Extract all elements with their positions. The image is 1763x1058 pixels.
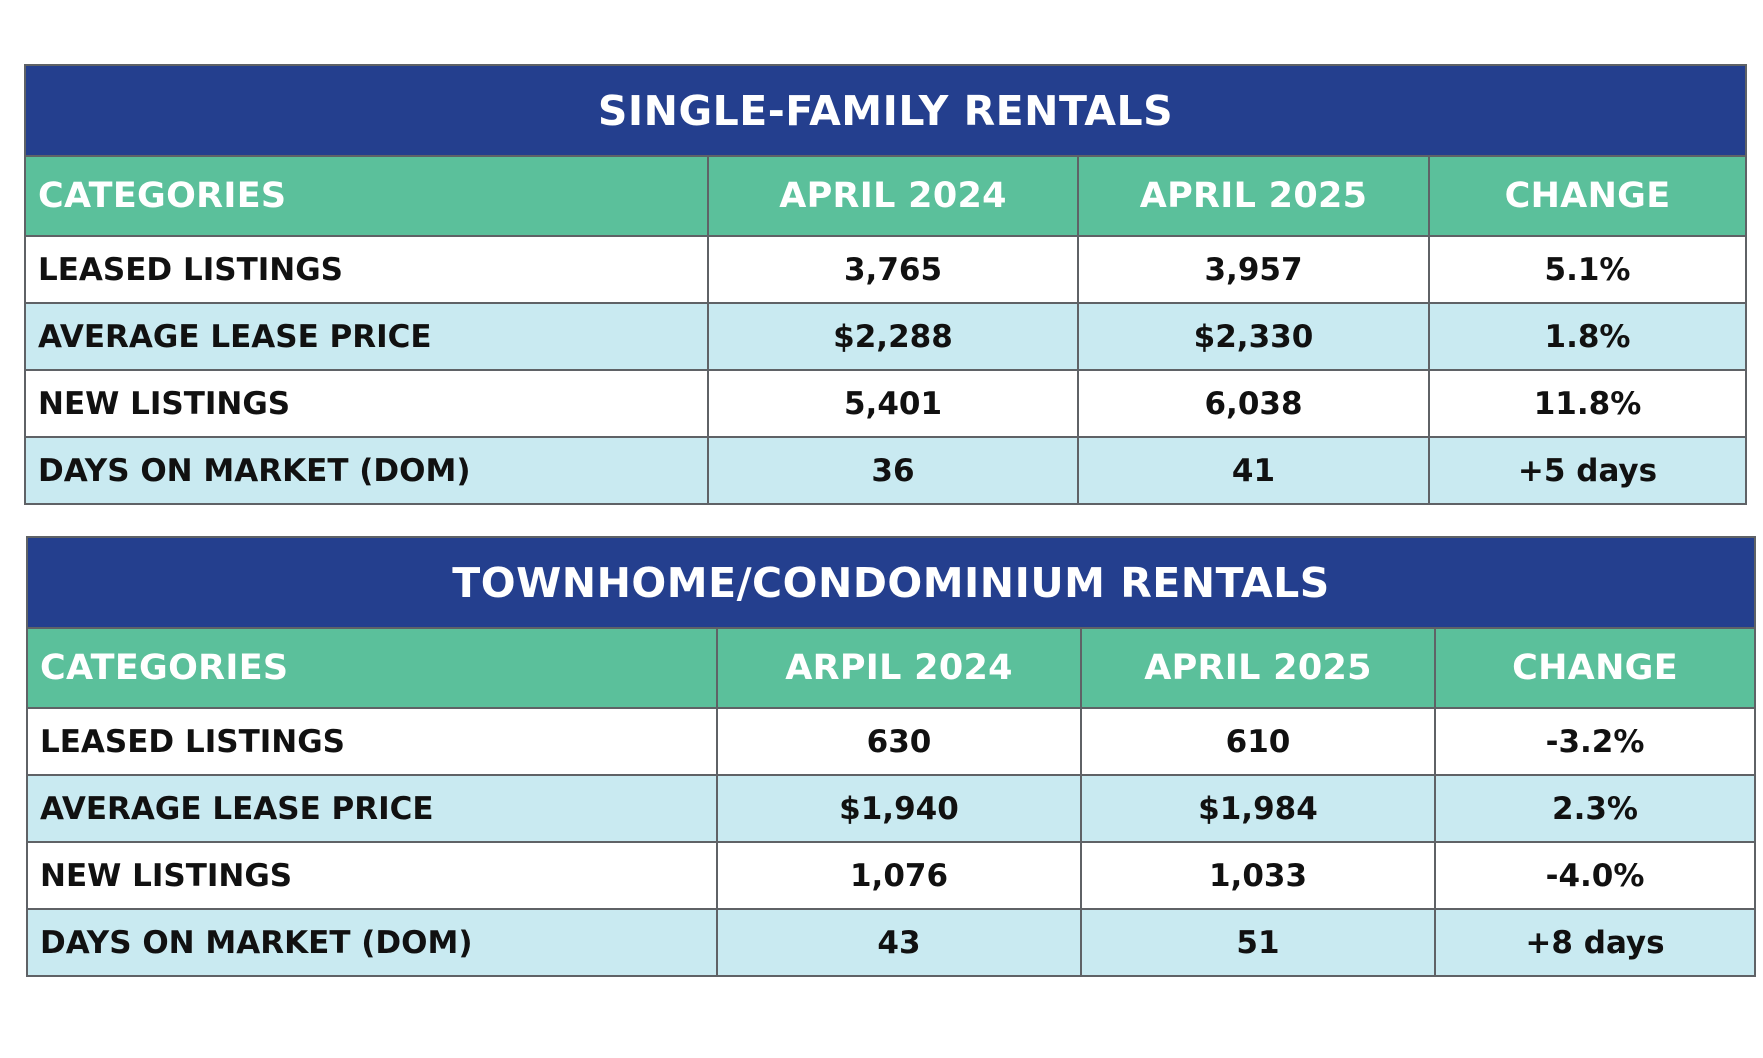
townhome-condominium-rentals-table [26,536,1756,977]
table-title: TOWNHOME/CONDOMINIUM RENTALS [27,537,1755,628]
table-header-row [25,156,1746,236]
cell-change: 2.3% [1435,775,1755,842]
table-row [25,303,1746,370]
table-row [25,370,1746,437]
column-header-change: CHANGE [1435,628,1755,708]
column-header-year-2: APRIL 2025 [1081,628,1435,708]
row-label: LEASED LISTINGS [27,708,717,775]
column-header-categories: CATEGORIES [25,156,708,236]
table-row [27,775,1755,842]
cell-value: 36 [708,437,1078,504]
column-header-year-1: ARPIL 2024 [717,628,1081,708]
cell-change: -3.2% [1435,708,1755,775]
table-row [27,842,1755,909]
table-row [27,708,1755,775]
cell-value: 1,033 [1081,842,1435,909]
cell-value: $1,940 [717,775,1081,842]
cell-value: 610 [1081,708,1435,775]
cell-value: 41 [1078,437,1429,504]
cell-value: 3,957 [1078,236,1429,303]
row-label: LEASED LISTINGS [25,236,708,303]
cell-value: 1,076 [717,842,1081,909]
cell-value: $2,330 [1078,303,1429,370]
cell-change: +8 days [1435,909,1755,976]
table-header-row [27,628,1755,708]
cell-change: 5.1% [1429,236,1746,303]
table-title: SINGLE-FAMILY RENTALS [25,65,1746,156]
cell-value: $1,984 [1081,775,1435,842]
cell-change: -4.0% [1435,842,1755,909]
column-header-categories: CATEGORIES [27,628,717,708]
row-label: NEW LISTINGS [25,370,708,437]
single-family-rentals-table [24,64,1747,505]
cell-value: 6,038 [1078,370,1429,437]
table-row [25,236,1746,303]
table-row [25,437,1746,504]
cell-value: 51 [1081,909,1435,976]
cell-value: $2,288 [708,303,1078,370]
row-label: NEW LISTINGS [27,842,717,909]
column-header-year-2: APRIL 2025 [1078,156,1429,236]
row-label: DAYS ON MARKET (DOM) [27,909,717,976]
row-label: AVERAGE LEASE PRICE [27,775,717,842]
column-header-year-1: APRIL 2024 [708,156,1078,236]
cell-change: 11.8% [1429,370,1746,437]
cell-value: 43 [717,909,1081,976]
column-header-change: CHANGE [1429,156,1746,236]
row-label: AVERAGE LEASE PRICE [25,303,708,370]
row-label: DAYS ON MARKET (DOM) [25,437,708,504]
table-title-row [25,65,1746,156]
cell-value: 3,765 [708,236,1078,303]
cell-value: 5,401 [708,370,1078,437]
table-row [27,909,1755,976]
table-title-row [27,537,1755,628]
cell-change: +5 days [1429,437,1746,504]
cell-value: 630 [717,708,1081,775]
cell-change: 1.8% [1429,303,1746,370]
